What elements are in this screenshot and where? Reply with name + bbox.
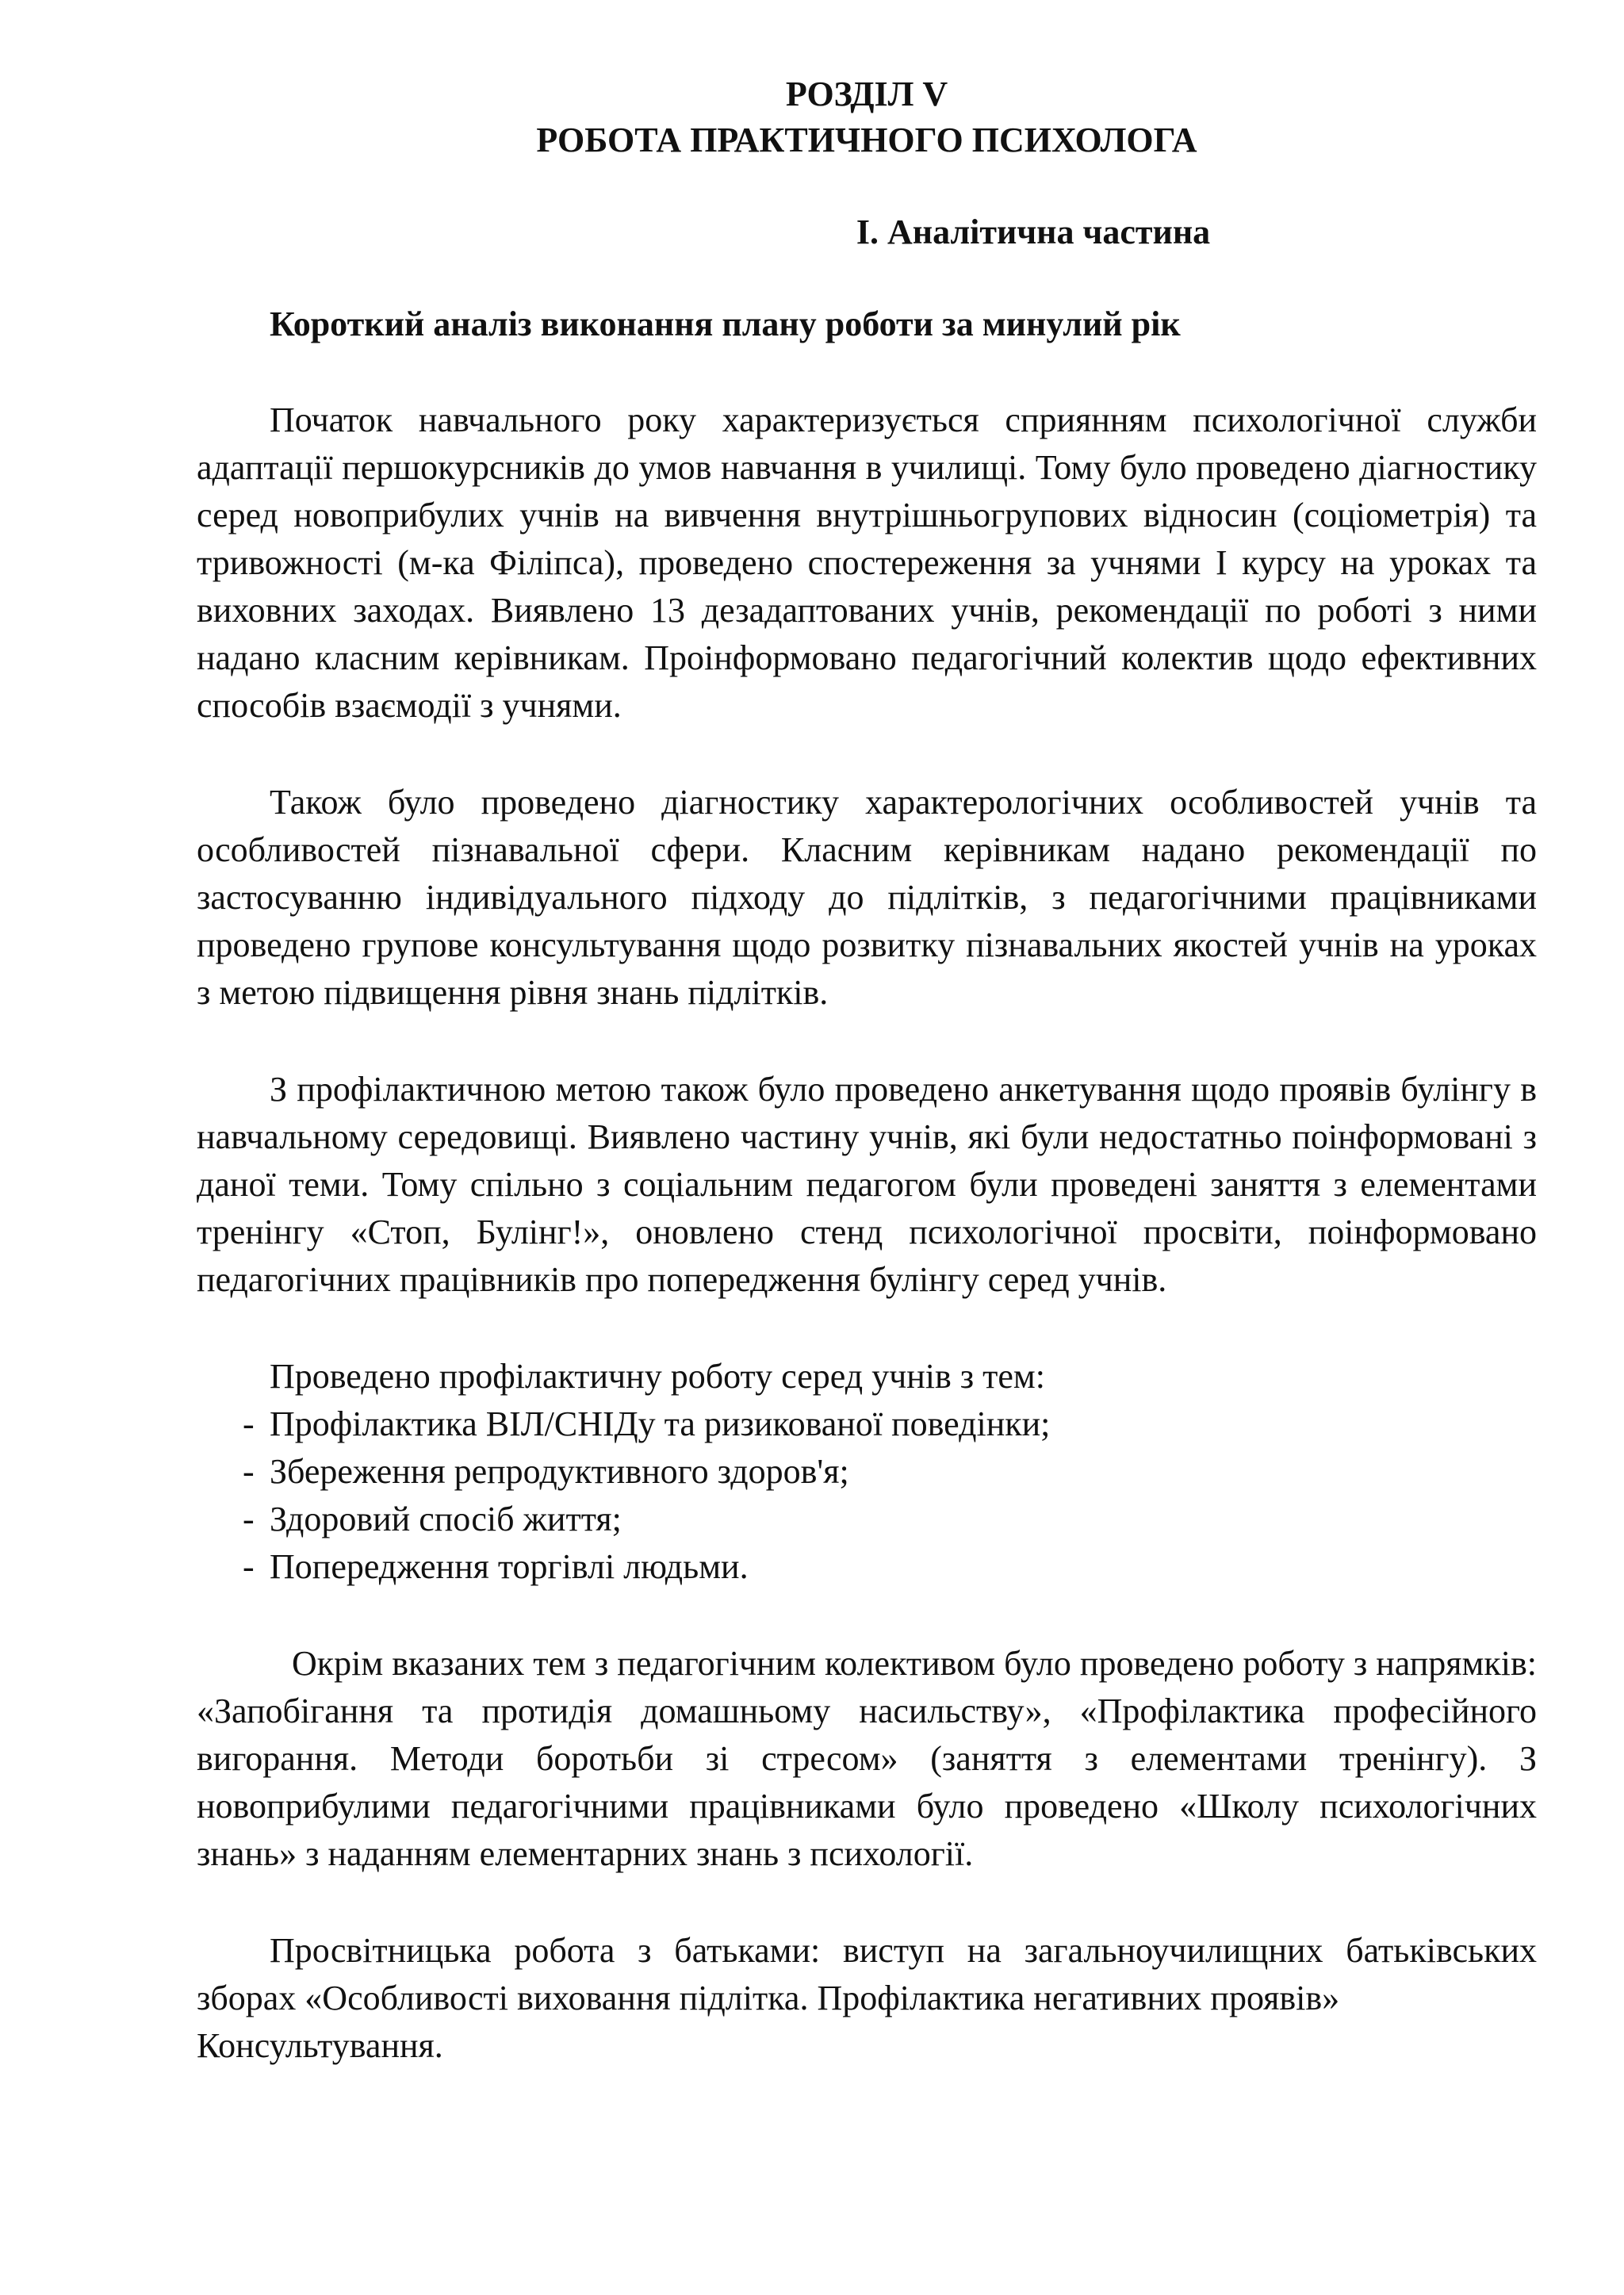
list-item — [197, 1543, 1537, 1591]
document-page — [197, 71, 1537, 2070]
chapter-number: РОЗДІЛ V — [785, 75, 948, 113]
list-item-text: Збереження репродуктивного здоров'я; — [270, 1452, 849, 1491]
list-item-text: Попередження торгівлі людьми. — [270, 1547, 749, 1586]
paragraph-staff-work: Окрім вказаних тем з педагогічним колективом було проведено роботу з напрямків: «Запобігання та протидія домашньому насильству», «Профілактика професійного вигорання. Методи боротьби зі стресом» (заняття з елементами тренінгу). З новоприбулими педагогічними працівниками було проведено «Школу психологічних знань» з наданням елементарних знань з психології. — [197, 1644, 1537, 1873]
list-item-text: Профілактика ВІЛ/СНІДу та ризикованої поведінки; — [270, 1404, 1051, 1443]
list-item — [197, 1448, 1537, 1496]
paragraph-adaptation: Початок навчального року характеризується сприянням психологічної служби адаптації першокурсників до умов навчання в училищі. Тому було проведено діагностику серед новоприбулих учнів на вивчення внутрішньогрупових відносин (соціометрія) та тривожності (м-ка Філіпса), проведено спостереження за учнями І курсу на уроках та виховних заходах. Виявлено 13 дезадаптованих учнів, рекомендації по роботі з ними надано класним керівникам. Проінформовано педагогічний колектив щодо ефективних способів взаємодії з учнями. — [197, 400, 1537, 725]
list-dash: - — [243, 1452, 255, 1491]
list-dash: - — [243, 1404, 255, 1443]
list-dash: - — [243, 1500, 255, 1538]
list-dash: - — [243, 1547, 255, 1586]
paragraph-prevention-intro: Проведено профілактичну роботу серед учнів з тем: — [270, 1357, 1045, 1396]
chapter-title: РОБОТА ПРАКТИЧНОГО ПСИХОЛОГА — [536, 121, 1197, 159]
analysis-title: Короткий аналіз виконання плану роботи за минулий рік — [270, 305, 1181, 343]
paragraph-bullying: З профілактичною метою також було проведено анкетування щодо проявів булінгу в навчальному середовищі. Виявлено частину учнів, які були недостатньо поінформовані з даної теми. Тому спільно з соціальним педагогом були проведені заняття з елементами тренінгу «Стоп, Булінг!», оновлено стенд психологічної просвіти, поінформовано педагогічних працівників про попередження булінгу серед учнів. — [197, 1070, 1537, 1299]
list-item-text: Здоровий спосіб життя; — [270, 1500, 622, 1538]
paragraph-consulting: Консультування. — [197, 2026, 443, 2065]
part-title: І. Аналітична частина — [856, 213, 1211, 251]
prevention-topics-list — [197, 1400, 1537, 1591]
list-item — [197, 1496, 1537, 1543]
paragraph-parents: Просвітницька робота з батьками: виступ на загальноучилищних батьківських зборах «Особливості виховання підлітка. Профілактика негативних проявів» — [197, 1931, 1537, 2017]
list-item — [197, 1400, 1537, 1448]
paragraph-diagnostics: Також було проведено діагностику характерологічних особливостей учнів та особливостей пізнавальної сфери. Класним керівникам надано рекомендації по застосуванню індивідуального підходу до підлітків, з педагогічними працівниками проведено групове консультування щодо розвитку пізнавальних якостей учнів на уроках з метою підвищення рівня знань підлітків. — [197, 783, 1537, 1012]
